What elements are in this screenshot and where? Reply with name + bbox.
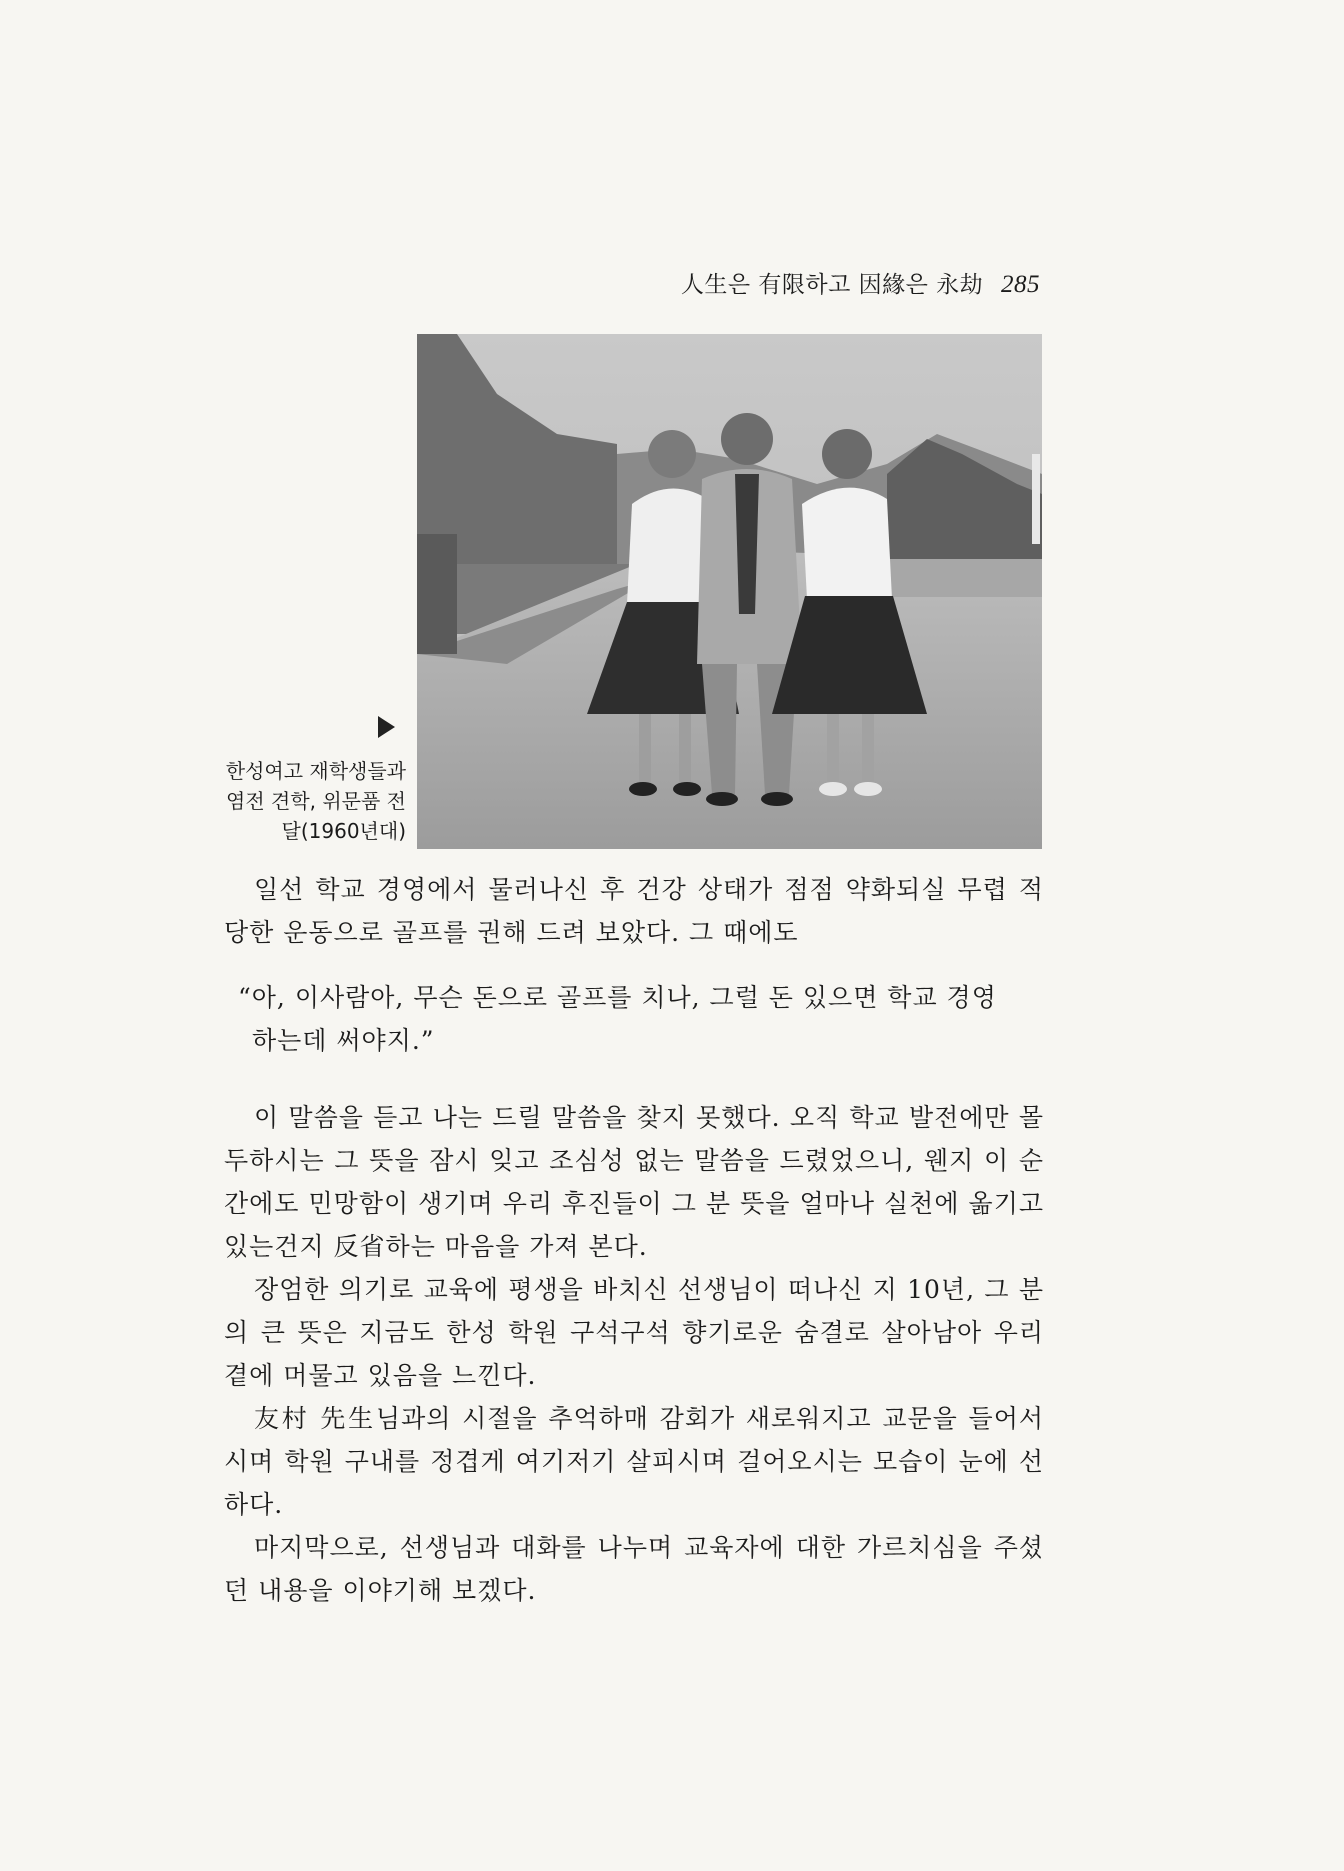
page-number: 285 xyxy=(1001,271,1040,298)
white-post xyxy=(1032,454,1040,544)
caption-line: 한성여고 재학생들과 xyxy=(225,759,406,783)
left-bushes xyxy=(417,534,457,654)
running-header xyxy=(600,266,1040,299)
quotation xyxy=(224,976,1044,1062)
paragraph: 友村 先生님과의 시절을 추억하매 감회가 새로워지고 교문을 들어서시며 학원 구내를 정겹게 여기저기 살피시며 걸어오시는 모습이 눈에 선하다. xyxy=(224,1404,1044,1519)
body-text xyxy=(224,868,1044,1612)
chapter-title: 人生은 有限하고 因緣은 永劫 xyxy=(680,272,984,298)
paragraph: 장엄한 의기로 교육에 평생을 바치신 선생님이 떠나신 지 10년, 그 분의 큰 뜻은 지금도 한성 학원 구석구석 향기로운 숨결로 살아남아 우리 곁에 머물고 있음을 느낀다. xyxy=(224,1275,1044,1390)
caption-line: 염전 견학, 위문품 전 xyxy=(226,789,406,813)
photo-illustration xyxy=(417,334,1042,849)
historical-photo xyxy=(417,334,1042,849)
paragraph: 일선 학교 경영에서 물러나신 후 건강 상태가 점점 약화되실 무렵 적당한 운동으로 골프를 권해 드려 보았다. 그 때에도 xyxy=(224,875,1044,947)
caption-arrow-icon xyxy=(378,716,395,738)
quote-line: 하는데 써야지.” xyxy=(252,1026,435,1055)
paragraph: 마지막으로, 선생님과 대화를 나누며 교육자에 대한 가르치심을 주셨던 내용을 이야기해 보겠다. xyxy=(224,1533,1044,1605)
paragraph: 이 말씀을 듣고 나는 드릴 말씀을 찾지 못했다. 오직 학교 발전에만 몰두하시는 그 뜻을 잠시 잊고 조심성 없는 말씀을 드렸었으니, 웬지 이 순간에도 민망함이 생기며 우리 후진들이 그 분 뜻을 얼마나 실천에 옮기고 있는건지 反省하는 마음을 가져 본다. xyxy=(224,1103,1044,1261)
caption-line: 달(1960년대) xyxy=(281,819,406,843)
photo-caption xyxy=(186,756,406,846)
quote-line: “아, 이사람아, 무슨 돈으로 골프를 치나, 그럴 돈 있으면 학교 경영 xyxy=(238,983,997,1012)
